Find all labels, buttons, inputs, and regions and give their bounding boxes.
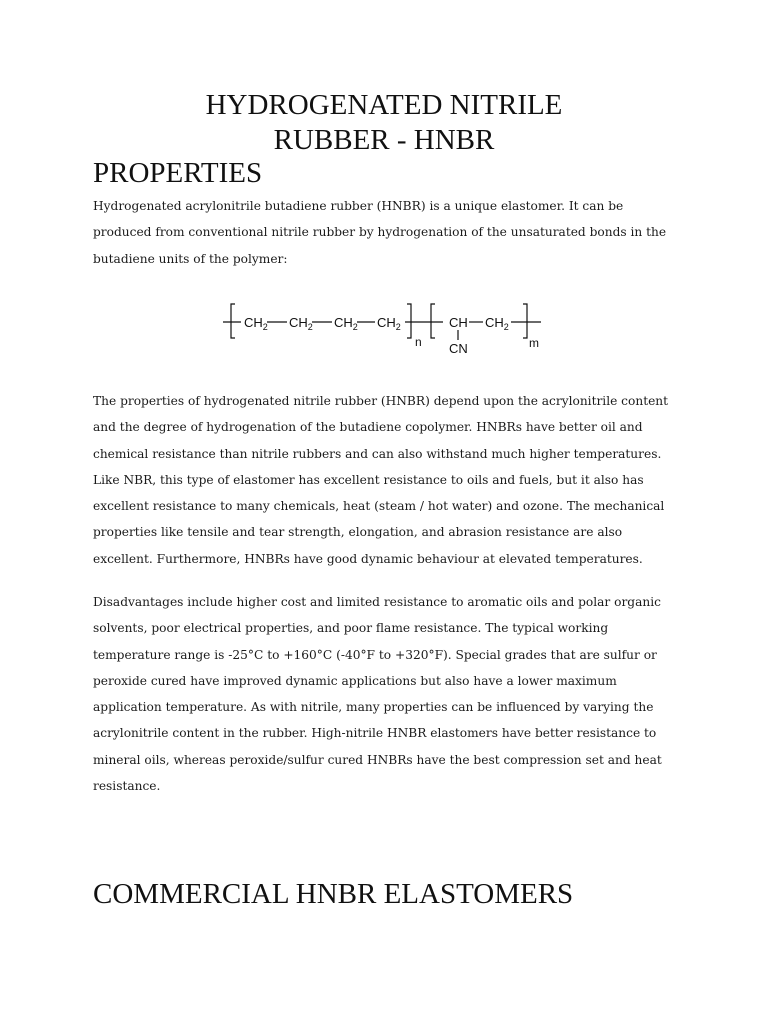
disadvantages-paragraph: Disadvantages include higher cost and limited resistance to aromatic oils and polar organic solvents, poor electrical properties, and poor flame resistance. The typical working temperature range is -25°C to +160°C (-40°F to +320°F). Special grades that are sulfur or peroxide cured have improved dynamic applications but also have a lower maximum application temperature. As with nitrile, many properties can be influenced by varying the acrylonitrile content in the rubber. High-nitrile HNBR elastomers have better resistance to mineral oils, whereas peroxide/sulfur cured HNBRs have the best compression set and heat resistance. <box>93 595 662 794</box>
properties-heading: PROPERTIES <box>93 157 263 189</box>
left-bracket-unit-2 <box>431 304 435 338</box>
ch2-group-4: $CH_2$ <box>377 315 401 332</box>
left-bracket-unit-1 <box>231 304 235 338</box>
commercial-heading: COMMERCIAL HNBR ELASTOMERS <box>93 878 574 910</box>
right-bracket-unit-2 <box>523 304 527 338</box>
ch2-group-2: $CH_2$ <box>289 315 313 332</box>
properties-paragraph: The properties of hydrogenated nitrile rubber (HNBR) depend upon the acrylonitrile content and the degree of hydrogenation of the butadiene copolymer. HNBRs have better oil and chemical resistance than nitrile rubbers and can also withstand much higher temperatures. Like NBR, this type of elastomer has excellent resistance to oils and fuels, but it also has excellent resistance to many chemicals, heat (steam / hot water) and ozone. The mechanical properties like tensile and tear strength, elongation, and abrasion resistance are also excellent. Furthermore, HNBRs have good dynamic behaviour at elevated temperatures. <box>93 394 669 566</box>
ch2-group-1: $CH_2$ <box>244 315 268 332</box>
ch2-group-3: $CH_2$ <box>334 315 358 332</box>
cn-substituent: CN <box>449 341 468 356</box>
hnbr-structural-formula <box>219 290 549 366</box>
subscript-n: n <box>415 335 422 349</box>
ch2-group-5: $CH_2$ <box>485 315 509 332</box>
right-bracket-unit-1 <box>407 304 411 338</box>
ch-group: CH <box>449 315 468 330</box>
document-title-line-1: HYDROGENATED NITRILE <box>205 89 563 121</box>
document-title-line-2: RUBBER - HNBR <box>273 124 495 156</box>
subscript-m: m <box>529 336 539 350</box>
intro-paragraph: Hydrogenated acrylonitrile butadiene rubber (HNBR) is a unique elastomer. It can be produced from conventional nitrile rubber by hydrogenation of the unsaturated bonds in the butadiene units of the polymer: <box>93 199 667 266</box>
